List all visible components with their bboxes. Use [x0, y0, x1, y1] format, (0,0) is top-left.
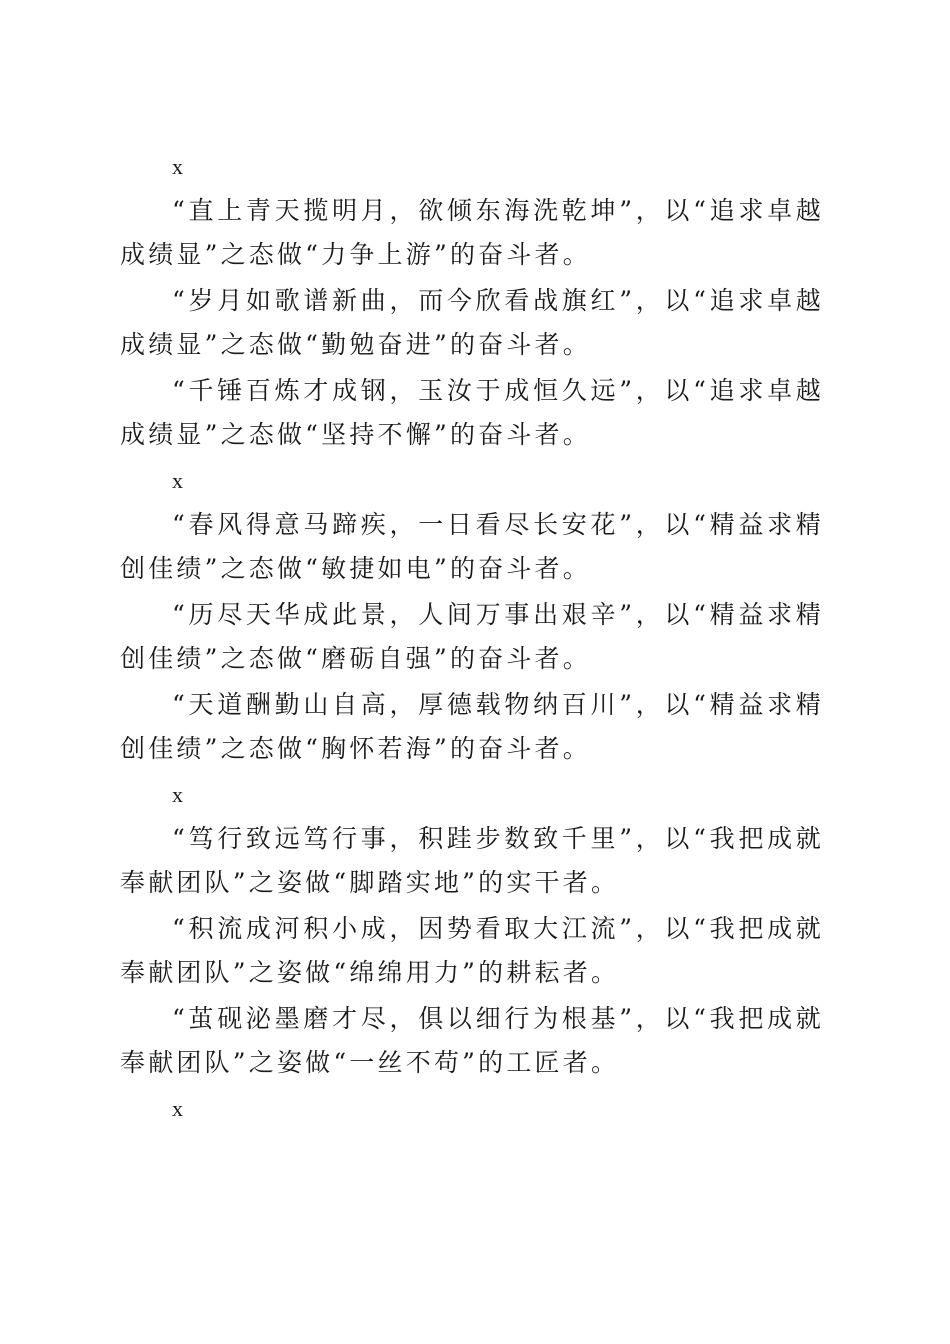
paragraph: “岁月如歌谱新曲，而今欣看战旗红”，以“追求卓越成绩显”之态做“勤勉奋进”的奋斗者。	[120, 286, 824, 359]
paragraph: “千锤百炼才成钢，玉汝于成恒久远”，以“追求卓越成绩显”之态做“坚持不懈”的奋斗者。	[120, 376, 824, 449]
paragraph: “茧砚泌墨磨才尽，俱以细行为根基”，以“我把成就奉献团队”之姿做“一丝不苟”的工匠者。	[120, 1004, 824, 1077]
paragraph: “天道酬勤山自高，厚德载物纳百川”，以“精益求精创佳绩”之态做“胸怀若海”的奋斗者。	[120, 690, 824, 763]
section-marker: x	[172, 468, 183, 493]
paragraph: “积流成河积小成，因势看取大江流”，以“我把成就奉献团队”之姿做“绵绵用力”的耕耘者。	[120, 914, 824, 987]
paragraph: “笃行致远笃行事，积跬步数致千里”，以“我把成就奉献团队”之姿做“脚踏实地”的实干者。	[120, 824, 824, 897]
section-marker: x	[172, 154, 183, 179]
section-marker: x	[172, 782, 183, 807]
trailing-marker: x	[172, 1096, 183, 1121]
paragraph: “春风得意马蹄疾，一日看尽长安花”，以“精益求精创佳绩”之态做“敏捷如电”的奋斗者。	[120, 510, 824, 583]
document-body	[120, 145, 824, 1131]
paragraph: “直上青天揽明月，欲倾东海洗乾坤”，以“追求卓越成绩显”之态做“力争上游”的奋斗者。	[120, 196, 824, 269]
paragraph: “历尽天华成此景，人间万事出艰辛”，以“精益求精创佳绩”之态做“磨砺自强”的奋斗者。	[120, 600, 824, 673]
